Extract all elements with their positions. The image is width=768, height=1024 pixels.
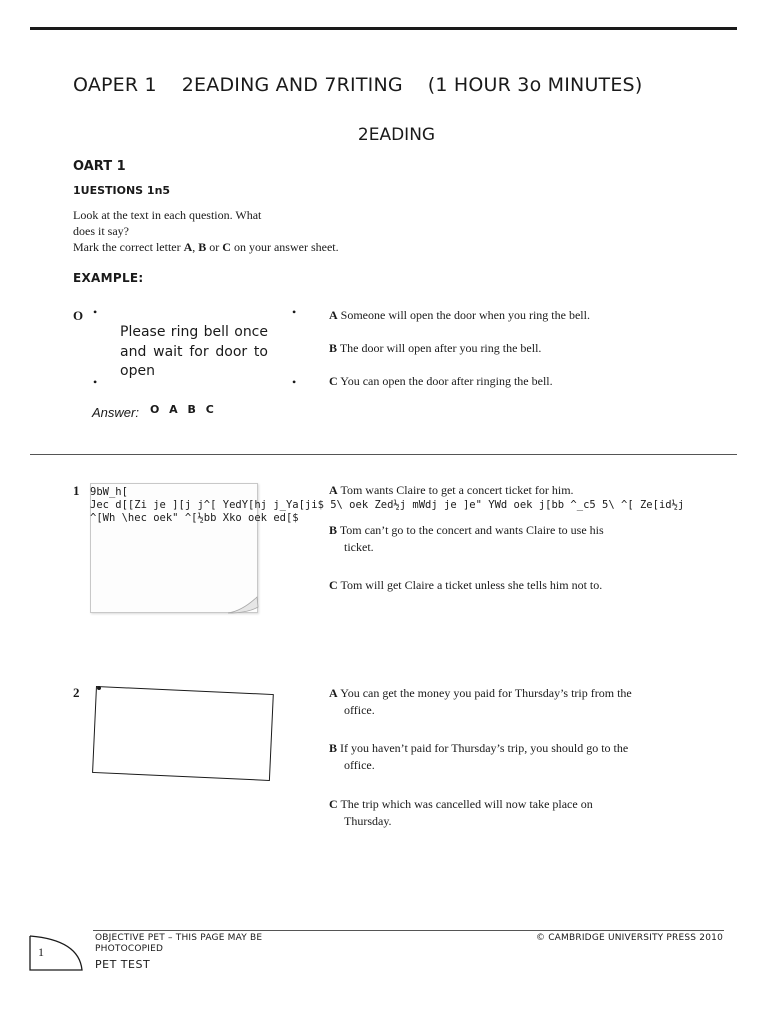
option-letter: B — [329, 341, 338, 355]
question-1-option-a — [329, 482, 574, 499]
footer-copyright: © CAMBRIDGE UNIVERSITY PRESS 2010 — [535, 933, 723, 943]
instruction-line-2: does it say? — [73, 224, 129, 238]
instruction-line-1: Look at the text in each question. What — [73, 208, 262, 222]
notice-bullet: • — [292, 305, 297, 319]
option-letter: B — [329, 741, 338, 755]
answer-letters: O A B C — [150, 403, 214, 416]
example-option-b — [329, 340, 541, 357]
notice-bullet: • — [93, 305, 98, 319]
example-label: EXAMPLE: — [73, 271, 144, 285]
questions-range: 1UESTIONS 1n5 — [73, 184, 171, 197]
option-letter: A — [329, 686, 338, 700]
example-number: O — [73, 308, 84, 323]
option-letter: A — [329, 308, 338, 322]
question-2-number: 2 — [73, 685, 80, 700]
question-1-number: 1 — [73, 483, 80, 498]
option-letter: C — [329, 797, 338, 811]
option-text-continued: Thursday. — [344, 814, 392, 828]
page-number: 1 — [38, 945, 44, 959]
question-2-option-b — [329, 740, 628, 774]
option-letter: B — [329, 523, 338, 537]
example-option-a — [329, 307, 590, 324]
part-title: OART 1 — [73, 159, 126, 174]
paper-title: OAPER 1 2EADING AND 7RITING (1 HOUR 3o MINUTES) — [73, 74, 643, 96]
section-divider — [30, 454, 737, 455]
question-1-option-c — [329, 577, 602, 594]
option-text-continued: office. — [344, 703, 375, 717]
footer-left — [95, 933, 262, 954]
option-text: You can get the money you paid for Thursday’s trip from the — [340, 686, 632, 700]
note-line: Jec d[[Zi je ][j j^[ YedY[hj j_Ya[ji$ 5\ oek Zed½j mWdj je ]e" YWd oek j[bb ^_c5 5\ ^[ Ze[id½j — [90, 499, 685, 511]
option-letter: A — [329, 483, 338, 497]
option-text: The door will open after you ring the bell. — [339, 341, 542, 355]
example-option-c — [329, 373, 553, 390]
top-rule — [30, 27, 737, 30]
note-line: 9bW_h[ — [90, 486, 128, 498]
notice-pin-icon — [97, 686, 101, 690]
instruction-text: Mark the correct letter — [73, 240, 184, 254]
footer-test-label: PET TEST — [95, 958, 151, 971]
question-1-option-b — [329, 522, 604, 556]
footer-line: OBJECTIVE PET – THIS PAGE MAY BE — [95, 933, 263, 943]
instruction-line-3 — [73, 239, 339, 255]
example-notice: Please ring bell once and wait for door to open — [120, 324, 268, 379]
page-curl-icon — [228, 595, 260, 617]
footer-line: PHOTOCOPIED — [95, 943, 164, 954]
option-text: Tom wants Claire to get a concert ticket for him. — [340, 483, 574, 497]
option-text: Someone will open the door when you ring the bell. — [340, 308, 590, 322]
section-title: 2EADING — [357, 125, 436, 145]
instruction-separator: or — [206, 240, 223, 254]
footer-rule — [93, 930, 724, 931]
question-2-option-a — [329, 685, 632, 719]
instruction-text: on your answer sheet. — [230, 240, 339, 254]
instruction-letter-b: B — [198, 240, 207, 254]
option-text: Tom can’t go to the concert and wants Claire to use his — [339, 523, 604, 537]
notice-bullet: • — [93, 375, 98, 389]
option-text-continued: ticket. — [344, 540, 374, 554]
instruction-letter-a: A — [183, 240, 193, 254]
option-letter: C — [329, 374, 338, 388]
answer-label: Answer: — [92, 405, 139, 420]
option-text: If you haven’t paid for Thursday’s trip, you should go to the — [340, 741, 629, 755]
notice-bullet: • — [292, 375, 297, 389]
note-line: ^[Wh \hec oek" ^[½bb Xko oek ed[$ — [90, 512, 299, 524]
option-text: The trip which was cancelled will now take place on — [340, 797, 593, 811]
instruction-separator: , — [192, 240, 199, 254]
question-2-option-c — [329, 796, 593, 830]
option-text: You can open the door after ringing the bell. — [340, 374, 553, 388]
instruction-letter-c: C — [222, 240, 231, 254]
option-text: Tom will get Claire a ticket unless she tells him not to. — [340, 578, 603, 592]
option-letter: C — [329, 578, 338, 592]
option-text-continued: office. — [344, 758, 375, 772]
notice-card — [92, 686, 274, 781]
